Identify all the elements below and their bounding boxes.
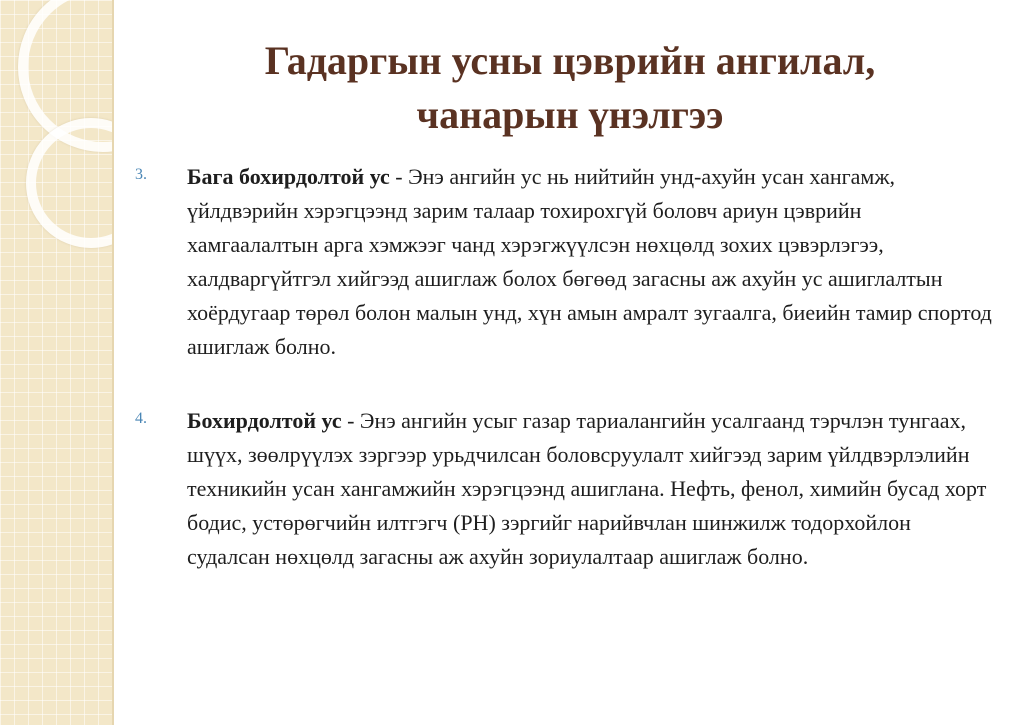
list-item-text: Энэ ангийн усыг газар тариалангийн усалгаанд тэрчлэн тунгаах, шүүх, зөөлрүүлэх зэргээр урьдчилсан боловсруулалт хийгээд зарим үйлдвэрлэлийн техникийн усан хангамжийн хэрэгцээнд ашиглана. Нефть, фенол, химийн бусад хорт бодис, устөрөгчийн илтгэгч (PH) зэргийг нарийвчлан шинжилж тодорхойлон судалсан нөхцөлд загасны аж ахуйн зориулалтаар ашиглаж болно.: [187, 408, 987, 569]
list-item-4: [135, 404, 995, 574]
title-line-1: Гадаргын усны цэврийн ангилал,: [264, 38, 876, 83]
list-item-number: 4.: [135, 410, 147, 427]
list-item-3: [135, 160, 995, 364]
list-item-separator: -: [389, 164, 409, 189]
decorative-ring-bottom: [26, 118, 112, 248]
list-item-term: Бохирдолтой ус: [187, 408, 342, 433]
list-item-text: Энэ ангийн ус нь нийтийн унд-ахуйн усан хангамж, үйлдвэрийн хэрэгцээнд зарим талаар тохирохгүй боловч ариун цэврийн хамгаалалтын арга хэмжээг чанд хэрэгжүүлсэн нөхцөлд зохих цэвэрлэгээ, халдваргүйтгэл хийгээд ашиглаж болох бөгөөд загасны аж ахуйн ус ашиглалтын хоёрдугаар төрөл болон малын унд, хүн амын амралт зугаалга, биеийн тамир спортод ашиглаж болно.: [187, 164, 992, 359]
list-item-body: [187, 404, 995, 574]
list-item-body: [187, 160, 995, 364]
sidebar-divider: [112, 0, 114, 725]
list-item-term: Бага бохирдолтой ус: [187, 164, 390, 189]
title-line-2: чанарын үнэлгээ: [416, 92, 724, 137]
list-item-separator: -: [341, 408, 360, 433]
list-item-number: 3.: [135, 166, 147, 183]
slide-title: [150, 34, 990, 142]
decorative-sidebar: [0, 0, 112, 725]
